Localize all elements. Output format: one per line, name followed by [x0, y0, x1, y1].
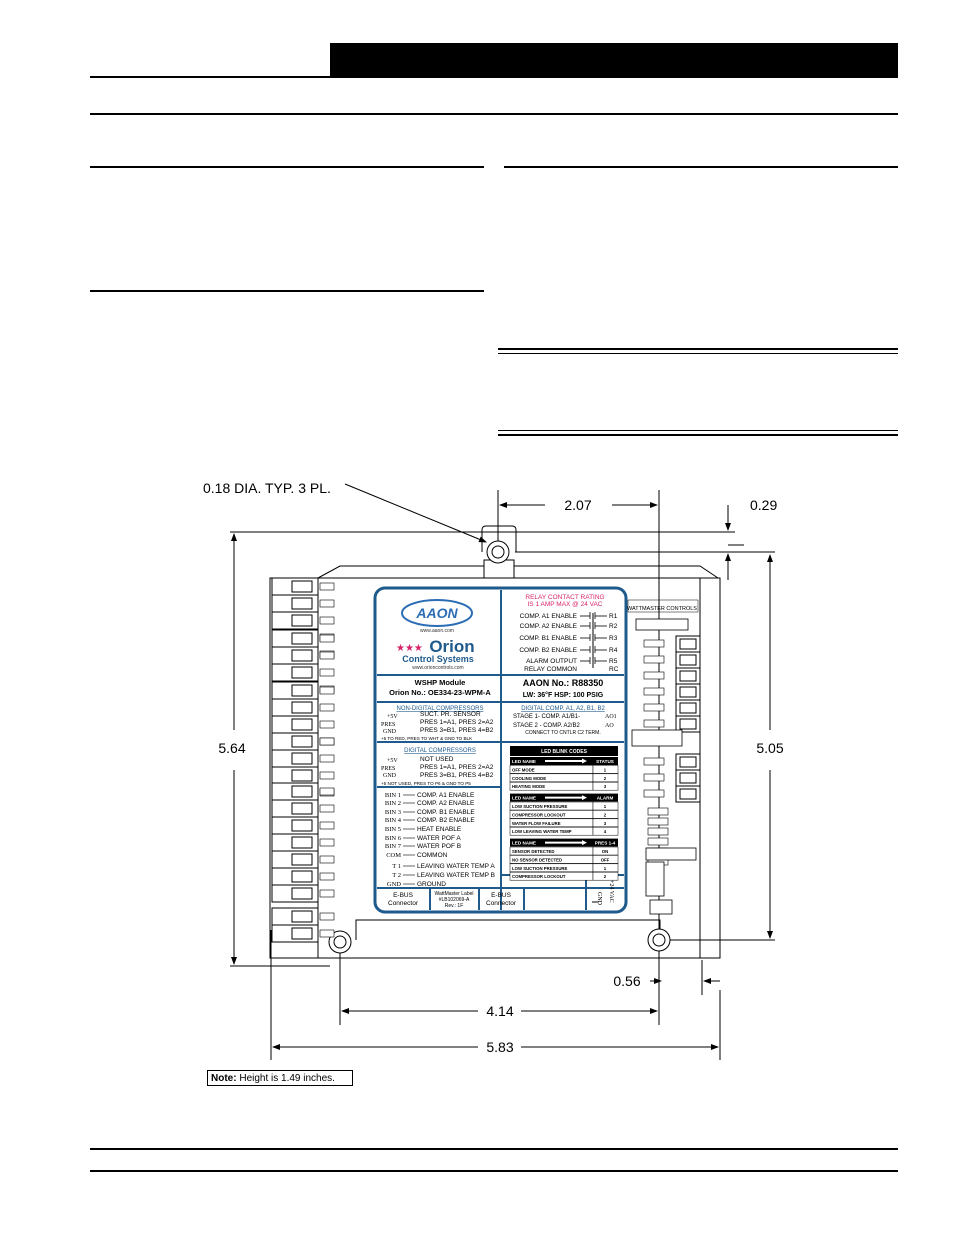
led-cell: OFF MODE [512, 767, 535, 773]
bin-key: BIN 6 [384, 835, 401, 842]
led-cell: COMPRESSOR LOCKOUT [512, 812, 566, 818]
orion-url: www.orioncontrols.com [412, 665, 464, 671]
dig-title: DIGITAL COMPRESSORS [404, 748, 476, 754]
aaon-url: www.aaon.com [420, 628, 454, 634]
relay-terminal: RC [609, 666, 619, 673]
terminal-pin [320, 839, 334, 846]
terminal-screw [292, 770, 312, 781]
header-pin [648, 818, 668, 825]
nondig-pres: PRES [381, 722, 396, 728]
ebus1-a: E-BUS [393, 892, 413, 899]
terminal-pin [320, 856, 334, 863]
bin-key: COM [386, 852, 401, 859]
terminal-pin [320, 635, 334, 642]
terminal-pin [320, 873, 334, 880]
bin-key: BIN 4 [384, 817, 401, 824]
led-cell: LOW SUCTION PRESSURE [512, 804, 568, 809]
bin-key: BIN 7 [384, 843, 401, 850]
dim-2-07: 2.07 [564, 497, 592, 513]
module-name: WSHP Module [414, 678, 466, 687]
led-cell: COOLING MODE [512, 775, 547, 781]
relay-terminal: R1 [609, 613, 618, 620]
relay-terminal: R5 [609, 658, 618, 665]
terminal-screw [292, 911, 312, 922]
terminal-screw [292, 719, 312, 730]
led-cell: SENSOR DETECTED [512, 849, 555, 854]
bin-key: T 2 [392, 872, 401, 879]
led-cell: NO SENSOR DETECTED [512, 857, 563, 863]
nondig-line-2: PRES 1=A1, PRES 2=A2 [420, 719, 494, 726]
relay-name: COMP. A2 ENABLE [519, 623, 577, 630]
terminal-screw [292, 702, 312, 713]
bin-value: COMP. B2 ENABLE [417, 817, 475, 824]
terminal-screw [680, 671, 696, 681]
relay-name: COMP. B2 ENABLE [519, 647, 577, 654]
led-cell: 3 [603, 820, 607, 826]
bin-key: BIN 2 [384, 800, 401, 807]
led-cell: HEATING MODE [512, 784, 546, 790]
terminal-pin [320, 704, 334, 711]
nondig-line-1: SUCT. PR. SENSOR [420, 711, 481, 718]
terminal-pin [644, 790, 664, 797]
terminal-pin [320, 772, 334, 779]
wm-label-2: #LB102069-A [438, 897, 470, 903]
led-cell: 4 [603, 829, 607, 835]
terminal-pin [320, 788, 334, 795]
terminal-screw [292, 820, 312, 831]
terminal-pin [320, 583, 334, 590]
terminal-pin [644, 704, 664, 711]
digcomp-title: DIGITAL COMP. A1, A2, B1, B2 [521, 706, 605, 712]
terminal-screw [680, 639, 696, 649]
terminal-pin [644, 720, 664, 727]
terminal-screw [292, 803, 312, 814]
header-pin [648, 828, 668, 835]
led-cell: 1 [603, 865, 607, 871]
terminal-pin [320, 652, 334, 659]
orion-logo-text: Orion [429, 637, 475, 656]
bin-key: BIN 3 [384, 809, 401, 816]
dim-5-05: 5.05 [756, 740, 784, 756]
module-orion-no: Orion No.: OE334-23-WPM-A [389, 688, 491, 697]
left-terminal-blocks [272, 578, 334, 942]
aaon-lw: LW: 36°F HSP: 100 PSIG [522, 692, 604, 699]
note-text: Height is 1.49 inches. [239, 1073, 335, 1084]
dim-0-29: 0.29 [750, 497, 778, 513]
led-blink-codes-table [510, 746, 618, 880]
terminal-screw [292, 598, 312, 609]
led-cell: LED NAME [512, 759, 536, 764]
led-cell: WATER FLOW FAILURE [512, 820, 561, 826]
led-cell: ALARM [596, 795, 614, 801]
terminal-pin [320, 930, 334, 937]
nondig-plus5: +5V [387, 714, 398, 720]
bin-value: GROUND [417, 881, 446, 888]
relay-title-1: RELAY CONTACT RATING [525, 594, 605, 601]
nondig-line-3: PRES 3=B1, PRES 4=B2 [420, 727, 494, 734]
terminal-screw [292, 871, 312, 882]
relay-title-2: IS 1 AMP MAX @ 24 VAC [527, 601, 603, 608]
terminal-pin [320, 721, 334, 728]
relay-name: RELAY COMMON [524, 666, 577, 673]
terminal-pin [644, 688, 664, 695]
terminal-pin [320, 669, 334, 676]
terminal-screw [680, 773, 696, 783]
dig-line-2: PRES 3=B1, PRES 4=B2 [420, 772, 494, 779]
terminal-screw [292, 633, 312, 644]
terminal-pin [644, 672, 664, 679]
header-pin [648, 838, 668, 845]
terminal-screw [292, 685, 312, 696]
digcomp-line-2: STAGE 2 - COMP. A2/B2 [513, 723, 580, 729]
led-cell: LOW LEAVING WATER TEMP [512, 829, 572, 835]
terminal-screw [680, 655, 696, 665]
wm-label-3: Rev.: 1F [444, 903, 464, 909]
right-terminal-blocks [644, 636, 700, 865]
bin-value: LEAVING WATER TEMP B [417, 872, 496, 879]
terminal-pin [644, 758, 664, 765]
terminal-pin [644, 774, 664, 781]
led-cell: OFF [600, 857, 610, 863]
dim-5-64: 5.64 [218, 740, 246, 756]
bin-value: COMP. A1 ENABLE [417, 792, 475, 799]
led-title: LED BLINK CODES [541, 749, 587, 755]
dim-0-56: 0.56 [613, 973, 641, 989]
terminal-screw [292, 615, 312, 626]
nondig-gnd: GND [383, 729, 396, 735]
nondig-foot: +5 TO RED, PRES TO WHT & GND TO BLK [381, 736, 473, 741]
terminal-pin [644, 656, 664, 663]
terminal-screw [292, 786, 312, 797]
dig-plus5: +5V [387, 758, 398, 764]
ebus1-b: Connector [388, 900, 418, 907]
gnd-vertical: GND [596, 892, 602, 905]
bin-value: WATER POF B [417, 843, 462, 850]
bin-value: WATER POF A [417, 835, 461, 842]
led-cell: PRES 1-4 [594, 840, 616, 846]
led-cell: LED NAME [512, 795, 536, 801]
dim-4-14: 4.14 [486, 1003, 514, 1019]
dig-line-1: PRES 1=A1, PRES 2=A2 [420, 764, 494, 771]
relay-name: COMP. A1 ENABLE [519, 613, 577, 620]
height-note [207, 1070, 353, 1086]
bin-value: LEAVING WATER TEMP A [417, 863, 495, 870]
note-label: Note: [211, 1073, 237, 1084]
bin-value: COMP. B1 ENABLE [417, 809, 475, 816]
led-cell: 2 [603, 874, 607, 880]
led-cell: COMPRESSOR LOCKOUT [512, 874, 566, 880]
bin-value: HEAT ENABLE [417, 826, 462, 833]
dig-pres: PRES [381, 766, 396, 772]
bin-key: GND [386, 881, 401, 888]
terminal-screw [292, 928, 312, 939]
wattmaster-controls: WATTMASTER CONTROLS [627, 606, 697, 612]
terminal-pin [320, 755, 334, 762]
terminal-screw [680, 687, 696, 697]
aaon-no: AAON No.: R88350 [522, 678, 604, 688]
dim-5-83: 5.83 [486, 1039, 514, 1055]
terminal-screw [292, 736, 312, 747]
led-cell: 3 [603, 784, 607, 790]
terminal-screw [292, 581, 312, 592]
led-cell: 2 [603, 775, 607, 781]
terminal-pin [644, 640, 664, 647]
terminal-pin [320, 600, 334, 607]
relay-name: COMP. B1 ENABLE [519, 635, 577, 642]
led-cell: 2 [603, 812, 607, 818]
terminal-pin [320, 617, 334, 624]
terminal-screw [680, 703, 696, 713]
terminal-screw [680, 789, 696, 799]
terminal-pin [320, 738, 334, 745]
led-cell: LOW SUCTION PRESSURE [512, 865, 568, 871]
digcomp-line-1: STAGE 1- COMP. A1/B1- [513, 714, 581, 720]
orion-stars-icon: ★★★ [396, 643, 423, 654]
wm-label-1: WattMaster Label [434, 891, 474, 897]
ebus2-b: Connector [486, 900, 516, 907]
terminal-screw [292, 888, 312, 899]
bin-key: T 1 [392, 863, 401, 870]
terminal-screw [292, 753, 312, 764]
relay-name: ALARM OUTPUT [526, 658, 577, 665]
terminal-pin [320, 890, 334, 897]
terminal-pin [320, 805, 334, 812]
header-pin [648, 808, 668, 815]
relay-terminal: R2 [609, 623, 618, 630]
led-cell: 1 [603, 767, 607, 773]
hole-callout: 0.18 DIA. TYP. 3 PL. [203, 480, 331, 496]
digcomp-ao1: AO1 [605, 714, 617, 720]
led-cell: LED NAME [512, 840, 536, 846]
led-cell: ON [601, 849, 609, 854]
dig-gnd: GND [383, 773, 396, 779]
terminal-pin [320, 913, 334, 920]
terminal-pin [320, 822, 334, 829]
terminal-screw [680, 719, 696, 729]
terminal-screw [292, 650, 312, 661]
terminal-screw [292, 667, 312, 678]
nondig-title: NON-DIGITAL COMPRESSORS [396, 706, 484, 712]
bin-key: BIN 1 [384, 792, 401, 799]
bin-value: COMP. A2 ENABLE [417, 800, 475, 807]
led-cell: 1 [603, 804, 607, 809]
bin-value: COMMON [417, 852, 448, 859]
vac-vertical: +24 VAC [608, 880, 614, 903]
aaon-logo-text: AAON [416, 605, 458, 621]
bin-key: BIN 5 [384, 826, 401, 833]
dig-foot: +5 NOT USED, PRES TO P6 & GND TO P5 [381, 781, 471, 786]
dig-line-0: NOT USED [420, 756, 454, 763]
orion-sub: Control Systems [402, 654, 474, 664]
terminal-screw [292, 854, 312, 865]
terminal-pin [320, 687, 334, 694]
relay-terminal: R4 [609, 647, 618, 654]
led-cell: STATUS [596, 759, 614, 764]
relay-terminal: R3 [609, 635, 618, 642]
digcomp-ao: AO [605, 723, 614, 729]
digcomp-foot: CONNECT TO CNTLR C2 TERM. [525, 730, 601, 736]
ebus2-a: E-BUS [491, 892, 511, 899]
terminal-screw [680, 757, 696, 767]
terminal-screw [292, 837, 312, 848]
